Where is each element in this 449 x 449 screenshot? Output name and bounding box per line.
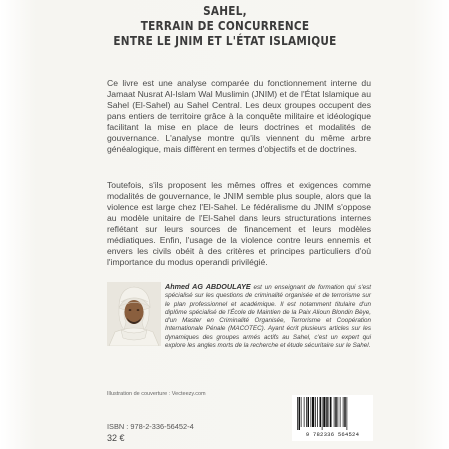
book-title-line-2: TERRAIN DE CONCURRENCE — [140, 19, 310, 33]
summary-paragraph-2: Toutefois, s'ils proposent les mêmes offres et exigences comme modalités de gouvernance, le JNIM semble plus souple, alors que la violence est large chez l'El-Sahel. Le fédéralisme du JNIM s'oppose au modèle unitaire de l'El-Sahel dans leurs structurations internes reflétant sur leurs sources de financement et leurs modèles médiatiques. Enfin, l'usage de la violence contre leurs ennemis et envers les civils obéit à des critères et principes particuliers d'où l'importance du modus operandi privilégié. — [107, 180, 371, 267]
barcode-digits: 9 782336 564524 — [305, 431, 360, 438]
barcode-bar — [338, 397, 339, 427]
barcode-bar — [306, 397, 307, 427]
summary-paragraph-1: Ce livre est une analyse comparée du fonctionnement interne du Jamaat Nusrat Al-Islam Wal Muslimin (JNIM) et de l'État Islamique au Sahel (El-Sahel) au Sahel Central. Les deux groupes occupent des pans entiers de territoire grâce à la conquête militaire et idéologique facilitant la mise en place de leurs doctrines et modalités de gouvernance. L'analyse montre qu'ils viennent du même arbre généalogique, mais diffèrent en termes d'objectifs et de doctrines. — [107, 78, 371, 154]
barcode-icon — [296, 397, 369, 430]
barcode-bar — [320, 397, 322, 427]
author-biography — [107, 283, 371, 350]
barcode-bar — [308, 397, 310, 427]
barcode-bar — [340, 397, 341, 427]
barcode-bar — [301, 397, 302, 427]
barcode-bar — [304, 397, 305, 427]
barcode-bar — [312, 397, 314, 427]
barcode-bar — [347, 397, 348, 430]
price: 32 € — [107, 433, 125, 443]
barcode-bar — [311, 397, 312, 427]
illustration-credit: Illustration de couverture : Vecteezy.com — [107, 391, 206, 397]
author-bio-text: est un enseignant de formation qui s'est spécialisé sur les questions de criminalité organisée et de terrorisme sur le plan professionnel et académique. Il est notamment titulaire d'un diplôme spécialisé de l'École de Maintien de la Paix Alioun Blondin Bèye, d'un Master en Criminalité Organisée, Terrorisme et Coopération Internationale Pénale (MACOTEC). Ayant écrit plusieurs articles sur les dynamiques des groupes armés actifs au Sahel, c'est un expert qui explore les angles morts de la recherche et étude sécuritaire sur le Sahel. — [165, 284, 371, 350]
barcode-bar — [329, 397, 330, 427]
barcode-bar — [322, 397, 323, 430]
author-name: Ahmed AG ABDOULAYE — [165, 282, 251, 291]
photo-spacer — [107, 283, 165, 347]
barcode-bar — [317, 397, 318, 427]
barcode-bar — [297, 397, 298, 430]
barcode-bar — [330, 397, 332, 427]
barcode-bar — [343, 397, 344, 427]
barcode — [292, 395, 373, 441]
barcode-bar — [344, 397, 346, 427]
book-title-line-3: ENTRE LE JNIM ET L'ÉTAT ISLAMIQUE — [113, 34, 337, 48]
barcode-bar — [315, 397, 316, 427]
isbn-number: ISBN : 978-2-336-56452-4 — [107, 422, 194, 431]
barcode-bar — [334, 397, 335, 427]
barcode-bar — [335, 397, 337, 427]
book-title-line-1: SAHEL, — [203, 4, 247, 18]
barcode-bar — [326, 397, 328, 427]
barcode-bar — [323, 397, 325, 427]
barcode-bar — [299, 397, 301, 430]
